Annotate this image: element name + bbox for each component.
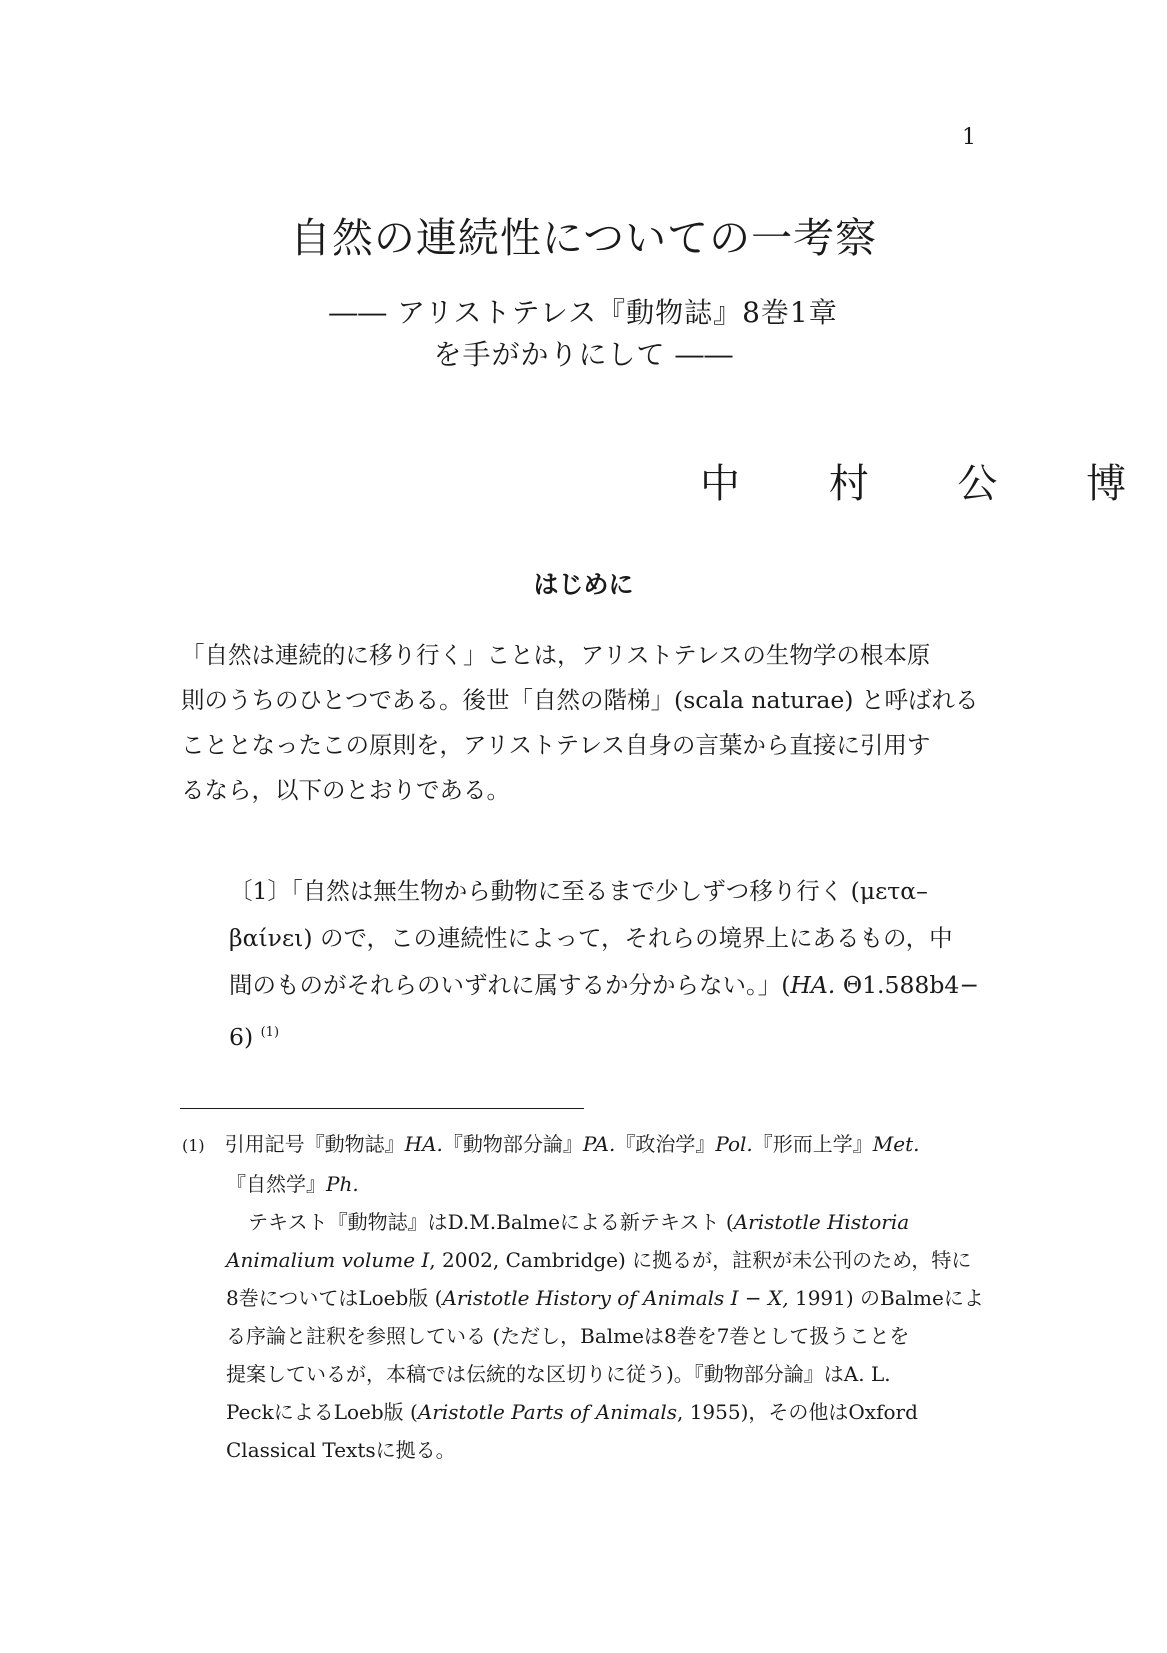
footnote-line-4 xyxy=(182,1241,997,1279)
footnote-line-7: 提案しているが，本稿では伝統的な区切りに従う)。『動物部分論』はA. L. xyxy=(226,1362,891,1386)
footnote-line-5 xyxy=(182,1279,997,1317)
intro-line-4: るなら，以下のとおりである。 xyxy=(181,776,510,804)
quote-line-3 xyxy=(229,962,999,1009)
footnote-line-2 xyxy=(182,1165,997,1203)
fn-text: 『形而上学』 xyxy=(752,1132,873,1156)
fn-book-title: Aristotle Parts of Animals xyxy=(417,1400,677,1424)
fn-text: , 2002, Cambridge) に拠るが，註釈が未公刊のため，特に xyxy=(429,1248,972,1272)
fn-text: 『動物部分論』 xyxy=(442,1132,583,1156)
fn-text: 『自然学』 xyxy=(226,1172,326,1196)
page-number: 1 xyxy=(962,125,976,150)
fn-abbrev: HA. xyxy=(404,1132,443,1156)
intro-paragraph xyxy=(181,633,997,813)
fn-text: PeckによるLoeb版 ( xyxy=(226,1400,418,1424)
fn-text: 引用記号『動物誌』 xyxy=(224,1132,405,1156)
footnote-line-8 xyxy=(182,1393,997,1431)
subtitle-line-2: を手がかりにして ―― xyxy=(433,338,734,371)
fn-text: 8巻についてはLoeb版 ( xyxy=(226,1286,443,1310)
intro-line-3: こととなったこの原則を，アリストテレス自身の言葉から直接に引用す xyxy=(181,731,931,759)
footnote-line-1 xyxy=(182,1125,997,1165)
fn-abbrev: Met. xyxy=(872,1132,920,1156)
subtitle-line-1: ―― アリストテレス『動物誌』8巻1章 xyxy=(329,296,838,329)
intro-line-1: 「自然は連続的に移り行く」ことは，アリストテレスの生物学の根本原 xyxy=(181,641,931,669)
quote-citation-abbrev: HA. xyxy=(790,971,836,999)
fn-book-title: Animalium volume I xyxy=(226,1248,430,1272)
block-quote xyxy=(229,868,999,1061)
fn-book-title: Aristotle Historia xyxy=(733,1210,910,1234)
article-subtitle xyxy=(0,292,1167,376)
quote-line-4 xyxy=(229,1009,999,1061)
fn-text: 1991) のBalmeによ xyxy=(788,1286,984,1310)
quote-citation-locus: Θ1.588b4− xyxy=(835,971,980,999)
fn-text: , 1955)，その他はOxford xyxy=(676,1400,918,1424)
article-title: 自然の連続性についての一考察 xyxy=(289,214,878,262)
author-name: 中 村 公 博 xyxy=(700,461,1165,507)
footnote-line-9: Classical Textsに拠る。 xyxy=(226,1438,456,1462)
fn-abbrev: Ph. xyxy=(326,1172,359,1196)
footnote-reference[interactable]: (1) xyxy=(260,1025,280,1040)
footnote xyxy=(182,1125,997,1469)
quote-line-1: 〔1〕「自然は無生物から動物に至るまで少しずつ移り行く (μετα– xyxy=(229,877,928,905)
fn-text: テキスト『動物誌』はD.M.Balmeによる新テキスト ( xyxy=(248,1210,734,1234)
quote-citation-end: 6) xyxy=(229,1022,254,1051)
fn-abbrev: Pol. xyxy=(715,1132,753,1156)
footnote-divider xyxy=(180,1108,584,1109)
fn-abbrev: PA. xyxy=(582,1132,616,1156)
intro-line-2: 則のうちのひとつである。後世「自然の階梯」(scala naturae) と呼ばれる xyxy=(181,686,979,714)
fn-text: 『政治学』 xyxy=(615,1132,716,1156)
fn-book-title: Aristotle History of Animals I − X, xyxy=(442,1286,789,1310)
quote-line-2: βαίνει) ので，この連続性によって，それらの境界上にあるもの，中 xyxy=(229,924,953,952)
quote-text: 間のものがそれらのいずれに属するか分からない。」( xyxy=(229,971,791,999)
section-heading: はじめに xyxy=(533,570,634,599)
footnote-line-6: る序論と註釈を参照している (ただし，Balmeは8巻を7巻として扱うことを xyxy=(226,1324,910,1348)
footnote-mark: (1) xyxy=(182,1136,205,1155)
footnote-line-3 xyxy=(182,1203,997,1241)
